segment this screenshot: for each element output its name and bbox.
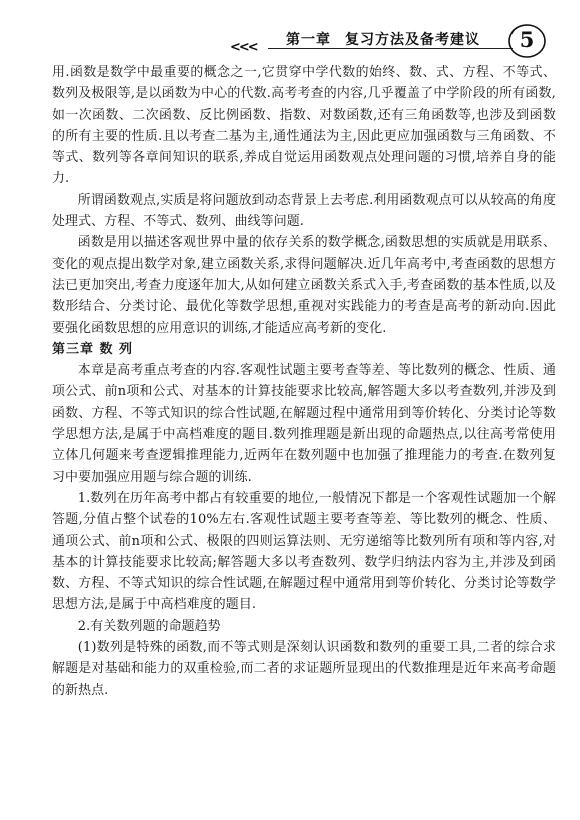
paragraph-7: (1)数列是特殊的函数,而不等式则是深刻认识函数和数列的重要工具,二者的综合求解题是对基础和能力的双重检验,而二者的求证题所显现出的代数推理是近年来高考命题的新热点. xyxy=(52,640,556,698)
section-heading: 第三章 数 列 xyxy=(52,341,134,357)
paragraph-6: 2.有关数列题的命题趋势 xyxy=(77,618,221,634)
chapter-name: 复习方法及备考建议 xyxy=(345,32,480,48)
paragraph-2: 所谓函数观点,实质是将问题放到动态背景上去考虑.利用函数观点可以从较高的角度处理式、方程、不等式、数列、曲线等问题. xyxy=(52,192,556,230)
chevron-decoration: <<< xyxy=(230,40,257,55)
page-number: 5 xyxy=(519,27,535,52)
paragraph-5: 1.数列在历年高考中都占有较重要的地位,一般情况下都是一个客观性试题加一个解答题,分值占整个试卷的10%左右.客观性试题主要考查等差、等比数列的概念、性质、通项公式、前n项和公式、极限的四则运算法则、无穷递缩等比数列所有项和等内容,对基本的计算技能要求比较高;解答题大多以考查数列、数学归纳法内容为主,并涉及到函数、方程、不等式知识的综合性试题,在解题过程中通常用到等价转化、分类讨论等数学思想方法,是属于中高档难度的题目. xyxy=(52,490,556,613)
body-text xyxy=(52,62,556,701)
chapter-title xyxy=(286,29,480,49)
paragraph-3: 函数是用以描述客观世界中量的依存关系的数学概念,函数思想的实质就是用联系、变化的观点提出数学对象,建立函数关系,求得问题解决.近几年高考中,考查函数的思想方法已更加突出,考查力度逐年加大,从如何建立函数关系式入手,考查函数的基本性质,以及数形结合、分类讨论、最优化等数学思想,重视对实践能力的考查是高考的新动向.因此要强化函数思想的应用意识的训练,才能适应高考新的变化. xyxy=(52,235,556,336)
running-header xyxy=(230,14,560,60)
chapter-label: 第一章 xyxy=(286,32,331,48)
paragraph-1: 用.函数是数学中最重要的概念之一,它贯穿中学代数的始终、数、式、方程、不等式、数列及极限等,是以函数为中心的代数.高考考查的内容,几乎覆盖了中学阶段的所有函数,如一次函数、二次函数、反比例函数、指数、对数函数,还有三角函数等,也涉及到函数的所有主要的性质.且以考查二基为主,通性通法为主,因此更应加强函数与三角函数、不等式、数列等各章间知识的联系,养成自觉运用函数观点处理问题的习惯,培养自身的能力. xyxy=(52,65,556,187)
paragraph-4: 本章是高考重点考查的内容.客观性试题主要考查等差、等比数列的概念、性质、通项公式、前n项和公式、对基本的计算技能要求比较高,解答题大多以考查数列,并涉及到函数、方程、不等式知识的综合性试题,在解题过程中通常用到等价转化、分类讨论等数学思想方法,是属于中高档难度的题目.数列推理题是新出现的命题热点,以往高考常使用立体几何题来考查逻辑推理能力,近两年在数列题中也加强了推理能力的考查.在数列复习中要加强应用题与综合题的训练. xyxy=(52,363,556,485)
